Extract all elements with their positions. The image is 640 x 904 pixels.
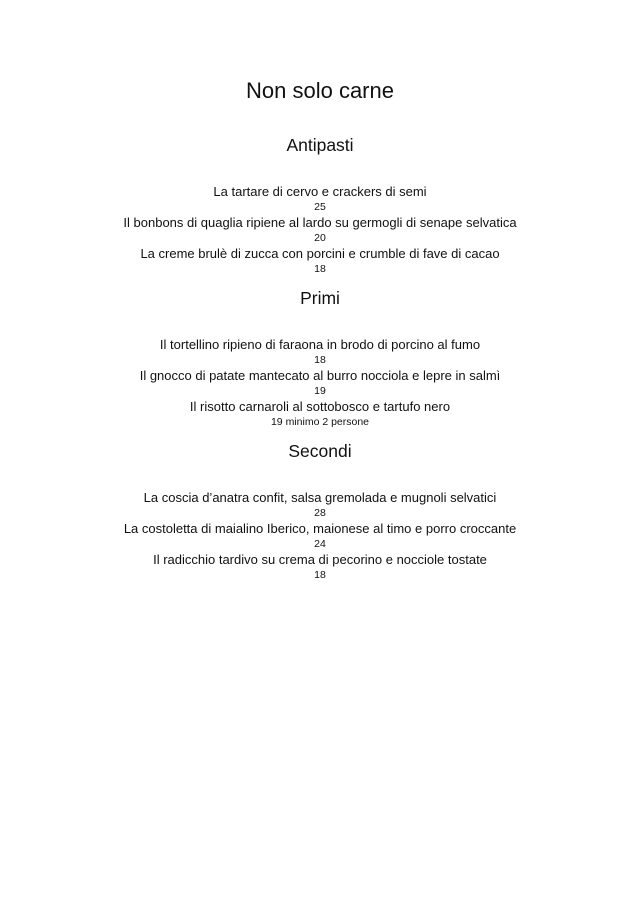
dish-name: La creme brulè di zucca con porcini e crumble di fave di cacao [140,246,500,261]
dish-name: Il tortellino ripieno di faraona in brodo di porcino al fumo [159,337,481,352]
menu-section-secondi [0,440,640,583]
menu-title: Non solo carne [246,78,394,103]
dish-name: Il bonbons di quaglia ripiene al lardo su germogli di senape selvatica [123,215,517,230]
dish-price: 25 [314,201,326,213]
dish-price: 28 [314,507,326,519]
dish-price: 20 [314,232,326,244]
dish-name: Il risotto carnaroli al sottobosco e tartufo nero [189,399,451,414]
section-title: Secondi [288,441,352,461]
menu-section-primi [0,287,640,430]
section-items [0,337,640,430]
dish-price: 18 [314,263,326,275]
section-items [0,490,640,583]
section-title: Primi [300,288,340,308]
dish-price: 18 [314,354,326,366]
section-title: Antipasti [286,135,354,155]
dish-name: Il radicchio tardivo su crema di pecorino e nocciole tostate [153,552,487,567]
section-items [0,184,640,277]
dish-price: 19 [314,385,326,397]
dish-name: La coscia d’anatra confit, salsa gremolada e mugnoli selvatici [143,490,497,505]
dish-name: Il gnocco di patate mantecato al burro nocciola e lepre in salmì [139,368,501,383]
dish-price: 24 [314,538,326,550]
dish-price: 18 [314,569,326,581]
menu-section-antipasti [0,134,640,277]
dish-name: La costoletta di maialino Iberico, maionese al timo e porro croccante [123,521,517,536]
dish-price: 19 minimo 2 persone [270,416,370,428]
dish-name: La tartare di cervo e crackers di semi [213,184,427,199]
